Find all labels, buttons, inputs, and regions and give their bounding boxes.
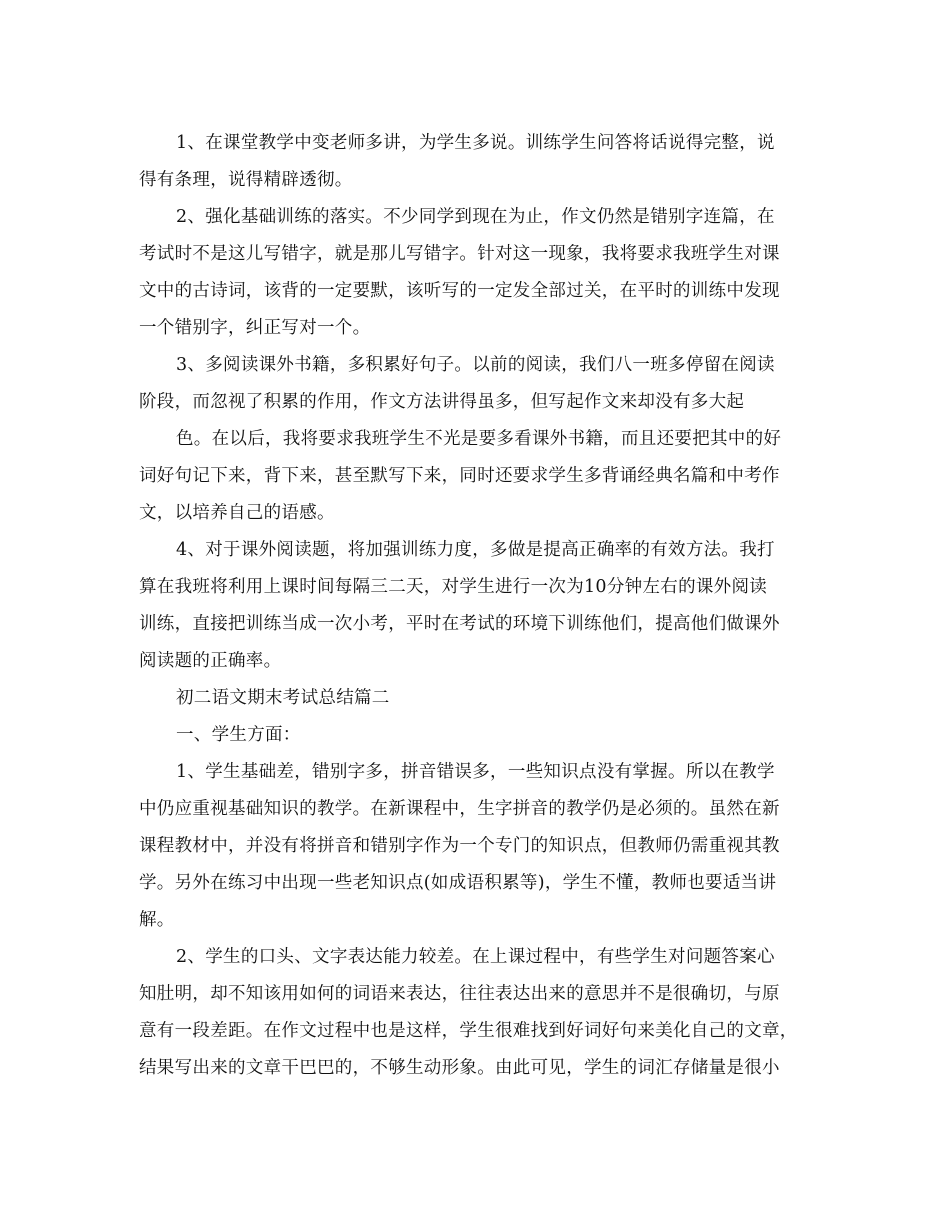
paragraph-1-line-2: 得有条理，说得精辟透彻。 xyxy=(139,170,353,190)
paragraph-3-line-2: 阶段，而忽视了积累的作用，作文方法讲得虽多，但写起作文来却没有多大起 xyxy=(139,392,745,412)
paragraph-3-line-5: 文，以培养自己的语感。 xyxy=(139,503,335,523)
paragraph-6-line-3: 意有一段差距。在作文过程中也是这样，学生很难找到好词好句来美化自己的文章， xyxy=(139,1021,798,1041)
paragraph-5-line-3: 课程教材中，并没有将拼音和错别字作为一个专门的知识点，但教师仍需重视其教 xyxy=(139,836,780,856)
paragraph-6-line-2: 知肚明，却不知该用如何的词语来表达，往往表达出来的意思并不是很确切，与原 xyxy=(139,984,780,1004)
subsection-heading: 一、学生方面： xyxy=(176,725,301,745)
paragraph-4-line-3: 训练，直接把训练当成一次小考，平时在考试的环境下训练他们，提高他们做课外 xyxy=(139,614,780,634)
paragraph-6-line-4: 结果写出来的文章干巴巴的，不够生动形象。由此可见，学生的词汇存储量是很小 xyxy=(139,1058,780,1078)
paragraph-3-line-1: 3、多阅读课外书籍，多积累好句子。以前的阅读，我们八一班多停留在阅读 xyxy=(176,355,775,375)
paragraph-3-line-4: 词好句记下来，背下来，甚至默写下来，同时还要求学生多背诵经典名篇和中考作 xyxy=(139,466,780,486)
paragraph-2-line-1: 2、强化基础训练的落实。不少同学到现在为止，作文仍然是错别字连篇，在 xyxy=(176,207,775,227)
paragraph-4-line-1: 4、对于课外阅读题，将加强训练力度，多做是提高正确率的有效方法。我打 xyxy=(176,540,775,560)
paragraph-1-line-1: 1、在课堂教学中变老师多讲，为学生多说。训练学生问答将话说得完整，说 xyxy=(176,133,775,153)
paragraph-4-line-2: 算在我班将利用上课时间每隔三二天，对学生进行一次为10分钟左右的课外阅读 xyxy=(139,577,768,597)
paragraph-5-line-2: 中仍应重视基础知识的教学。在新课程中，生字拼音的教学仍是必须的。虽然在新 xyxy=(139,799,780,819)
paragraph-2-line-4: 一个错别字，纠正写对一个。 xyxy=(139,318,371,338)
paragraph-6-line-1: 2、学生的口头、文字表达能力较差。在上课过程中，有些学生对问题答案心 xyxy=(176,947,775,967)
paragraph-2-line-2: 考试时不是这儿写错字，就是那儿写错字。针对这一现象，我将要求我班学生对课 xyxy=(139,244,780,264)
paragraph-5-line-1: 1、学生基础差，错别字多，拼音错误多，一些知识点没有掌握。所以在教学 xyxy=(176,762,775,782)
paragraph-2-line-3: 文中的古诗词，该背的一定要默，该听写的一定发全部过关，在平时的训练中发现 xyxy=(139,281,780,301)
paragraph-3-line-3: 色。在以后，我将要求我班学生不光是要多看课外书籍，而且还要把其中的好 xyxy=(176,429,782,449)
section-heading: 初二语文期末考试总结篇二 xyxy=(176,688,390,708)
paragraph-4-line-4: 阅读题的正确率。 xyxy=(139,651,282,671)
paragraph-5-line-5: 解。 xyxy=(139,910,175,930)
paragraph-5-line-4: 学。另外在练习中出现一些老知识点(如成语积累等)，学生不懂，教师也要适当讲 xyxy=(139,873,777,893)
